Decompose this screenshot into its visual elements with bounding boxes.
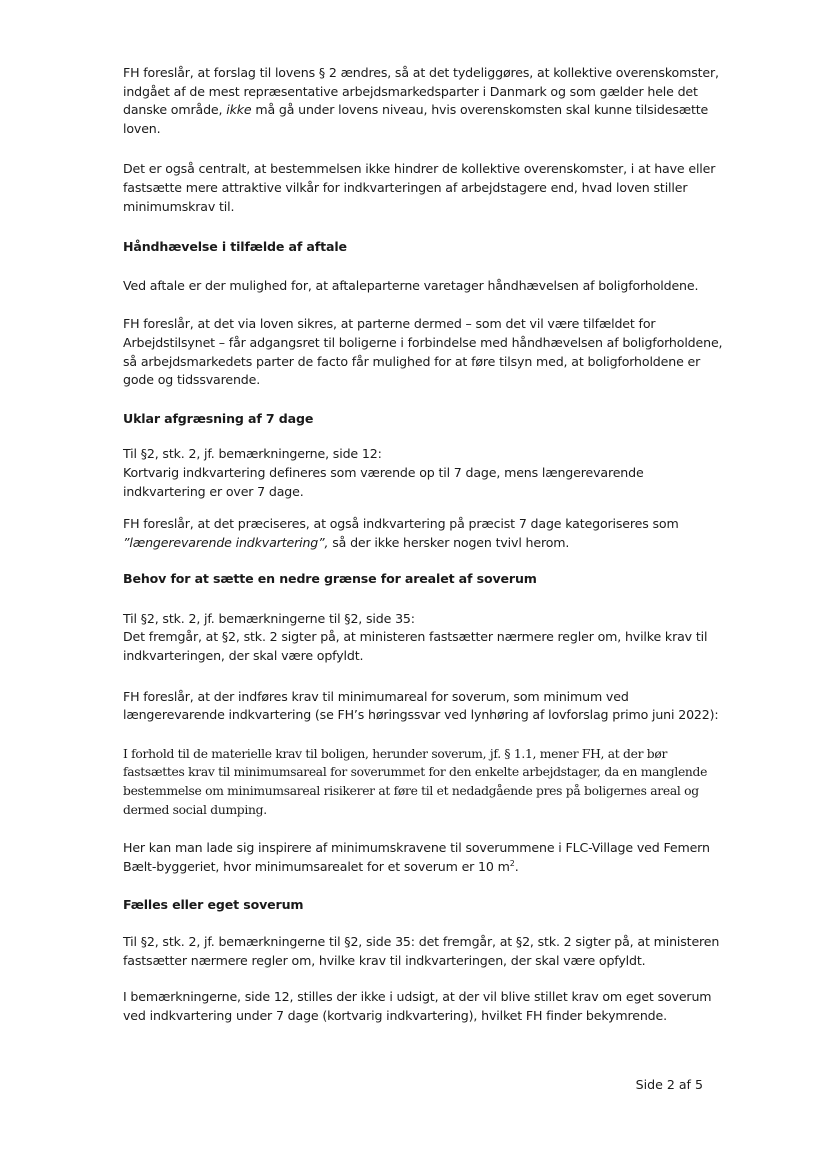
paragraph: Til §2, stk. 2, jf. bemærkningerne, side 12: (123, 446, 382, 462)
paragraph: Det fremgår, at §2, stk. 2 sigter på, at ministeren fastsætter nærmere regler om, hvilke krav til indkvarteringen, der skal være opfyldt. (123, 629, 708, 664)
paragraph: I forhold til de materielle krav til boligen, herunder soverum, jf. § 1.1, mener FH, at der bør fastsættes krav til minimumsareal for soverummet for den enkelte arbejdstager, da en manglende bestemmelse om minimumsareal risikerer at føre til et nedadgående pres på boligernes areal og dermed social dumping. (123, 746, 708, 817)
superscript: 2 (509, 858, 515, 868)
text: FH foreslår, at det præciseres, at også indkvartering på præcist 7 dage kategoriseres som (123, 516, 679, 532)
text: Her kan man lade sig inspirere af minimumskravene til soverummene i FLC-Village ved Femern Bælt-byggeriet, hvor minimumsarealet for et soverum er 10 m (123, 840, 710, 874)
document-body (123, 64, 723, 1025)
emphasis: ikke (226, 102, 252, 118)
text: FH foreslår, at forslag til lovens § 2 ændres, så at det tydeliggøres, at kollektive overenskomster, indgået af de mest repræsentative arbejdsmarkedsparter i Danmark og som gælder hele det danske område, (123, 65, 719, 118)
paragraph (123, 839, 723, 876)
paragraph: FH foreslår, at det via loven sikres, at parterne dermed – som det vil være tilfældet for Arbejdstilsynet – får adgangsret til boligerne i forbindelse med håndhævelsen af boligforholdene, så arbejdsmarkedets parter de facto får mulighed for at føre tilsyn med, at boligforholdene er gode og tidssvarende. (123, 316, 723, 388)
paragraph: Til §2, stk. 2, jf. bemærkningerne til §2, side 35: det fremgår, at §2, stk. 2 sigter på, at ministeren fastsætter nærmere regler om, hvilke krav til indkvarteringen, der skal være opfyldt. (123, 934, 720, 968)
page-number: Side 2 af 5 (635, 1077, 703, 1092)
paragraph: Ved aftale er der mulighed for, at aftaleparterne varetager håndhævelsen af boligforholdene. (123, 277, 699, 293)
paragraph: Kortvarig indkvartering defineres som værende op til 7 dage, mens længerevarende indkvartering er over 7 dage. (123, 464, 644, 499)
paragraph (123, 515, 723, 552)
text: så der ikke hersker nogen tvivl herom. (332, 534, 570, 550)
paragraph: I bemærkningerne, side 12, stilles der ikke i udsigt, at der vil blive stillet krav om eget soverum ved indkvartering under 7 dage (kortvarig indkvartering), hvilket FH finder bekymrende. (123, 989, 712, 1023)
paragraph (123, 64, 723, 138)
section-heading: Behov for at sætte en nedre grænse for arealet af soverum (123, 571, 537, 587)
section-heading: Uklar afgræsning af 7 dage (123, 410, 314, 426)
paragraph: Til §2, stk. 2, jf. bemærkningerne til §2, side 35: (123, 610, 415, 626)
section-heading: Håndhævelse i tilfælde af aftale (123, 239, 347, 255)
section-heading: Fælles eller eget soverum (123, 897, 304, 913)
text: . (514, 858, 519, 874)
emphasis: ”længerevarende indkvartering”, (123, 534, 329, 550)
paragraph: Det er også centralt, at bestemmelsen ikke hindrer de kollektive overenskomster, i at have eller fastsætte mere attraktive vilkår for indkvarteringen af arbejdstagere end, hvad loven stiller minimumskrav til. (123, 161, 716, 214)
text: må gå under lovens niveau, hvis overenskomsten skal kunne tilsidesætte loven. (123, 102, 709, 136)
paragraph: FH foreslår, at der indføres krav til minimumareal for soverum, som minimum ved længerevarende indkvartering (se FH’s høringssvar ved lynhøring af lovforslag primo juni 2022): (123, 688, 719, 723)
